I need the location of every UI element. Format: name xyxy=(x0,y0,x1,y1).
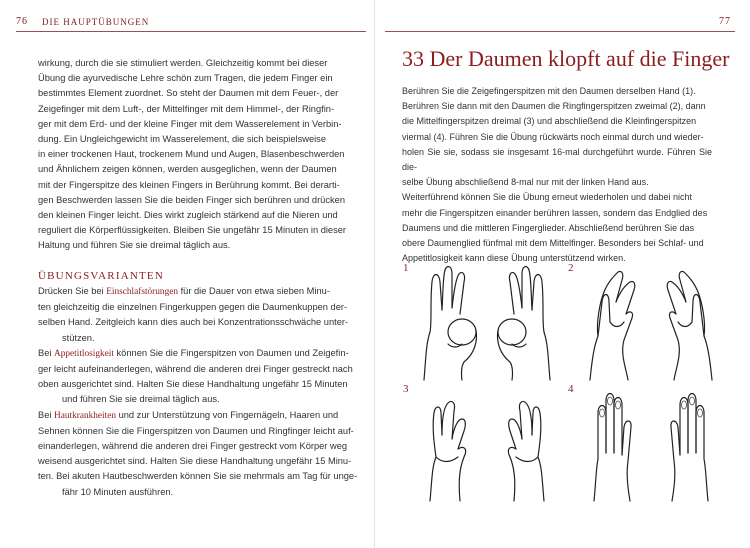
figure-label-1: 1 xyxy=(403,262,409,274)
variants-text xyxy=(38,284,358,500)
text-line: ger mit dem Erd- und der kleine Finger mit dem Wasserelement in Verbin- xyxy=(38,118,342,129)
text-line: Berühren Sie die Zeigefingerspitzen mit den Daumen derselben Hand (1). xyxy=(402,86,696,96)
text-line: obere Daumenglied fünfmal mit dem Mittelfinger. Besonders bei Schlaf- und xyxy=(402,238,704,249)
running-head: DIE HAUPTÜBUNGEN xyxy=(42,17,150,27)
text-line: selben Hand. Zeitgleich kann dies auch bei Konzentrationsschwäche unter- xyxy=(38,317,349,328)
text-line: Weiterführend können Sie die Übung erneut wiederholen und dabei nicht xyxy=(402,192,693,203)
figure-4-hands-illustration xyxy=(576,383,726,503)
text-line: Berühren Sie dann mit den Daumen die Ringfingerspitzen zweimal (2), dann xyxy=(402,101,706,112)
exercise-title: 33 Der Daumen klopft auf die Finger xyxy=(402,46,730,71)
figure-2-hands-illustration xyxy=(576,262,726,382)
text-line: Sehnen können Sie die Fingerspitzen von Daumen und Ringfinger leicht auf- xyxy=(38,425,354,436)
text-line: Appetitlosigkeit kann diese Übung unterstützend wirken. xyxy=(402,253,626,264)
text-line: die Mittelfingerspitzen dreimal (3) und abschließend die Kleinfingerspitzen xyxy=(402,116,697,127)
text-span: Drücken Sie bei xyxy=(38,286,107,296)
left-page-number: 76 xyxy=(16,16,28,27)
text-line: viermal (4). Führen Sie die Übung rückwärts noch einmal durch und wieder- xyxy=(402,131,704,142)
text-line: den kleinen Finger leicht. Dies wirkt zugleich stärkend auf die Nieren und xyxy=(38,210,338,221)
header-rule xyxy=(16,31,366,32)
right-page-number: 77 xyxy=(719,16,731,27)
intro-paragraph xyxy=(38,56,358,254)
keyword-skin: Hautkrankheiten xyxy=(54,410,116,421)
text-span: Bei xyxy=(38,409,55,420)
text-line: Haltung und führen Sie sie dreimal täglich aus. xyxy=(38,240,231,251)
text-line: ten. Bei akuten Hautbeschwerden können Sie sie mehrmals am Tag für unge- xyxy=(38,471,358,482)
text-line: und führen Sie sie dreimal täglich aus. xyxy=(62,394,220,405)
text-line: ger leicht aufeinanderlegen, während die anderen drei Finger gestreckt nach xyxy=(38,364,353,375)
text-line: reguliert die Körperflüssigkeiten. Bleiben Sie ungefähr 15 Minuten in dieser xyxy=(38,225,347,236)
text-line: einanderlegen, während die anderen drei Finger gestreckt vom Körper weg xyxy=(38,441,348,452)
text-line: wirkung, durch die sie stimuliert werden. Gleichzeitig kommt bei dieser xyxy=(38,58,328,68)
text-line: dung. Ein Ungleichgewicht im Wasserelement, die sich beispielsweise xyxy=(38,134,326,145)
text-line: fähr 10 Minuten ausführen. xyxy=(62,486,174,497)
text-span: und zur Unterstützung von Fingernägeln, Haaren und xyxy=(116,409,339,420)
text-line: bestimmtes Element zuordnet. So steht der Daumen mit dem Feuer-, der xyxy=(38,88,339,99)
text-line: Daumens und die mittleren Fingerglieder. Abschließend berühren Sie das xyxy=(402,222,695,233)
text-span: für die Dauer von etwa sieben Minu- xyxy=(178,286,330,296)
keyword-insomnia: Einschlafstörungen xyxy=(106,287,178,297)
figure-3-hands-illustration xyxy=(412,383,562,503)
figure-label-3: 3 xyxy=(403,383,409,395)
text-line: gen Beschwerden lassen Sie die beiden Finger sich berühren und drücken xyxy=(38,194,345,205)
variant-first-line xyxy=(38,408,358,424)
text-line: und Ähnlichem zeigen können, werden ausgeglichen, wenn der Daumen xyxy=(38,164,337,175)
variant-first-line xyxy=(38,284,358,300)
text-line: holen Sie sie, sodass sie insgesamt 16-mal durchgeführt wurde. Führen Sie die- xyxy=(402,146,712,173)
text-line: mehr die Fingerspitzen einander berühren lassen, sondern das Endglied des xyxy=(402,207,708,218)
text-line: weisend ausgerichtet sind. Halten Sie diese Handhaltung ungefähr 15 Minu- xyxy=(38,456,352,467)
text-line: oben ausgerichtet sind. Halten Sie diese Handhaltung ungefähr 15 Minuten xyxy=(38,379,348,390)
exercise-text xyxy=(402,84,712,266)
text-line: ten gleichzeitig die einzelnen Fingerkuppen gegen die Daumenkuppen der- xyxy=(38,302,348,313)
text-line: in einer trockenen Haut, trockenem Mund und Augen, Blasenbeschwerden xyxy=(38,149,345,160)
text-span: können Sie die Fingerspitzen von Daumen und Zeigefin- xyxy=(113,347,349,358)
text-line: stützen. xyxy=(62,332,95,343)
text-line: Zeigefinger mit dem Luft-, der Mittelfinger mit dem Himmel-, der Ringfin- xyxy=(38,103,335,114)
variant-first-line xyxy=(38,346,358,362)
text-line: selbe Übung abschließend 8-mal nur mit der linken Hand aus. xyxy=(402,177,649,188)
variants-heading: ÜBUNGSVARIANTEN xyxy=(38,270,164,282)
keyword-appetite: Appetitlosigkeit xyxy=(54,348,114,359)
figure-label-2: 2 xyxy=(568,262,574,274)
header-rule xyxy=(385,31,735,32)
text-line: mit der Fingerspitze des kleinen Fingers in Berührung kommt. Bei derarti- xyxy=(38,179,340,190)
figure-1-hands-illustration xyxy=(412,262,562,382)
text-span: Bei xyxy=(38,347,55,358)
figure-label-4: 4 xyxy=(568,383,574,395)
text-line: Übung die ayurvedische Lehre schön zum Tragen, die jedem Finger ein xyxy=(38,73,333,84)
